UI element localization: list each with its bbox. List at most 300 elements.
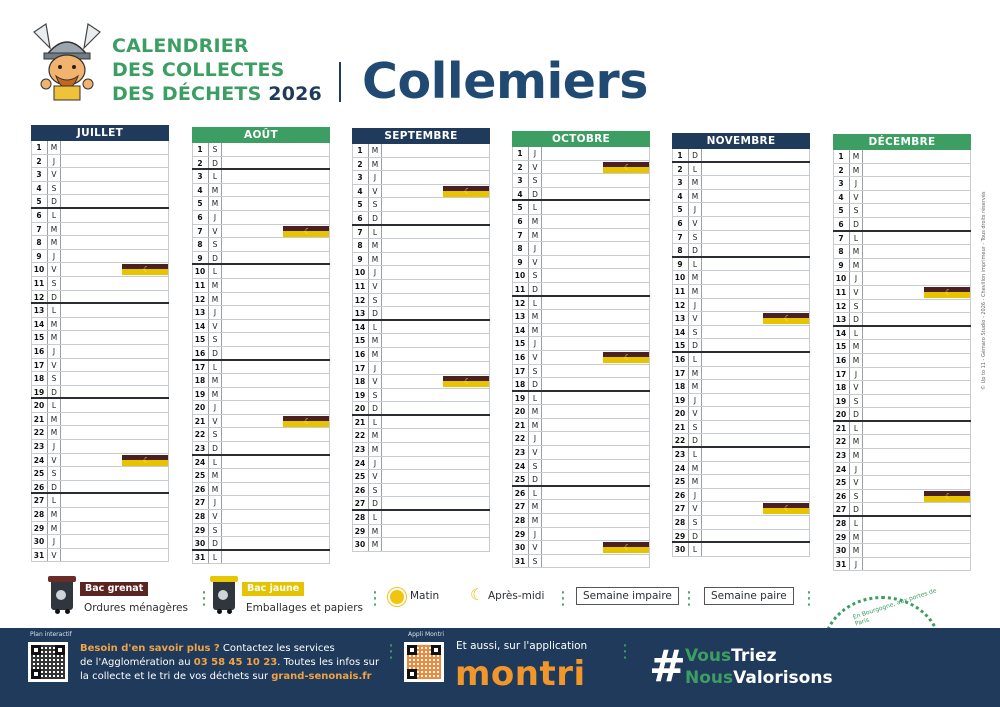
- collection-badge: [122, 264, 168, 275]
- day-row: [833, 191, 971, 205]
- day-number: 7: [352, 226, 369, 239]
- day-row: [672, 149, 810, 163]
- day-letter: V: [48, 454, 61, 467]
- day-letter: D: [48, 195, 61, 207]
- day-number: 14: [833, 327, 850, 340]
- day-row: [31, 250, 169, 264]
- day-number: 10: [352, 266, 369, 279]
- day-number: 15: [352, 334, 369, 347]
- moon-icon: ☾: [945, 491, 953, 501]
- day-letter: M: [529, 405, 542, 418]
- day-row: [672, 434, 810, 448]
- day-letter: D: [850, 218, 863, 230]
- contact-info: [80, 642, 380, 684]
- collection-badge: [443, 376, 489, 387]
- day-letter: M: [48, 236, 61, 249]
- day-number: 18: [352, 375, 369, 388]
- day-row: [512, 310, 650, 324]
- day-row: [833, 340, 971, 354]
- day-row: [192, 469, 330, 483]
- day-letter: S: [689, 231, 702, 244]
- info-text-1: Contactez les services: [219, 643, 335, 654]
- day-row: [833, 503, 971, 517]
- day-row: [672, 489, 810, 503]
- day-number: 30: [352, 538, 369, 551]
- day-number: 4: [192, 184, 209, 197]
- day-letter: S: [689, 516, 702, 529]
- day-letter: S: [529, 174, 542, 187]
- day-letter: M: [850, 544, 863, 557]
- plan-qr-code[interactable]: [28, 642, 68, 682]
- day-row: [833, 408, 971, 422]
- day-letter: V: [48, 263, 61, 276]
- day-letter: M: [850, 449, 863, 462]
- day-letter: L: [850, 517, 863, 530]
- month-header: OCTOBRE: [512, 131, 650, 147]
- day-number: 17: [833, 368, 850, 381]
- day-number: 8: [672, 244, 689, 256]
- even-week-box: Semaine paire: [704, 587, 794, 605]
- day-number: 28: [352, 511, 369, 524]
- day-number: 20: [192, 401, 209, 414]
- day-row: [352, 253, 490, 267]
- day-letter: D: [48, 386, 61, 398]
- month-column: [512, 131, 650, 568]
- day-letter: D: [689, 244, 702, 256]
- grenat-bin-icon: [50, 576, 74, 612]
- day-number: 15: [512, 337, 529, 350]
- day-letter: L: [850, 422, 863, 435]
- day-row: [672, 339, 810, 353]
- day-letter: M: [48, 413, 61, 426]
- day-letter: M: [369, 253, 382, 266]
- grenat-bin-desc: Ordures ménagères: [84, 602, 188, 614]
- day-row: [672, 367, 810, 381]
- info-website-link[interactable]: grand-senonais.fr: [271, 671, 372, 682]
- title-line-2: DES COLLECTES: [112, 59, 285, 81]
- day-number: 3: [672, 176, 689, 189]
- day-number: 11: [833, 286, 850, 299]
- montri-logo[interactable]: montri: [455, 654, 586, 694]
- title-line-1: CALENDRIER: [112, 35, 249, 57]
- day-row: [31, 331, 169, 345]
- day-row: [512, 283, 650, 297]
- day-number: 30: [833, 544, 850, 557]
- day-row: [672, 326, 810, 340]
- day-letter: S: [850, 490, 863, 503]
- hashtag-icon: #: [649, 641, 686, 692]
- day-number: 27: [833, 503, 850, 515]
- day-letter: M: [369, 334, 382, 347]
- day-number: 29: [192, 524, 209, 537]
- month-column: [833, 134, 971, 571]
- day-number: 5: [833, 204, 850, 217]
- day-number: 24: [31, 454, 48, 467]
- day-number: 1: [833, 150, 850, 163]
- day-number: 17: [192, 361, 209, 374]
- day-row: [31, 454, 169, 468]
- day-row: [352, 402, 490, 416]
- day-row: [512, 528, 650, 542]
- moon-icon: ☾: [143, 265, 151, 275]
- morning-label: Matin: [410, 590, 440, 602]
- day-row: [192, 320, 330, 334]
- day-number: 23: [672, 448, 689, 461]
- day-letter: J: [529, 337, 542, 350]
- info-phone[interactable]: 03 58 45 10 23: [193, 657, 278, 668]
- day-letter: L: [850, 327, 863, 340]
- day-letter: S: [369, 294, 382, 307]
- day-row: [192, 170, 330, 184]
- day-letter: L: [48, 304, 61, 317]
- day-letter: M: [689, 462, 702, 475]
- day-letter: L: [209, 170, 222, 183]
- day-letter: M: [209, 388, 222, 401]
- day-letter: J: [850, 463, 863, 476]
- day-letter: M: [850, 164, 863, 177]
- day-row: [672, 475, 810, 489]
- afternoon-label: Après-midi: [488, 590, 545, 602]
- day-number: 2: [512, 161, 529, 174]
- day-row: [31, 413, 169, 427]
- day-row: [512, 460, 650, 474]
- day-number: 24: [672, 462, 689, 475]
- day-row: [31, 467, 169, 481]
- day-row: [833, 218, 971, 232]
- yellow-bin-label: Bac jaune: [242, 582, 304, 596]
- day-number: 22: [672, 434, 689, 446]
- day-number: 14: [512, 324, 529, 337]
- day-row: [31, 345, 169, 359]
- day-letter: S: [48, 467, 61, 480]
- yellow-bin-icon: [212, 576, 236, 612]
- day-letter: V: [48, 168, 61, 181]
- day-number: 18: [672, 380, 689, 393]
- day-number: 13: [672, 312, 689, 325]
- day-number: 19: [512, 392, 529, 405]
- day-number: 23: [512, 446, 529, 459]
- day-number: 16: [352, 348, 369, 361]
- day-row: [192, 265, 330, 279]
- yellow-bin-desc: Emballages et papiers: [246, 602, 364, 614]
- day-row: [31, 372, 169, 386]
- day-number: 24: [352, 457, 369, 470]
- day-letter: M: [209, 483, 222, 496]
- day-row: [672, 530, 810, 544]
- day-letter: V: [48, 359, 61, 372]
- day-number: 12: [833, 300, 850, 313]
- day-row: [352, 212, 490, 226]
- day-letter: V: [369, 375, 382, 388]
- day-number: 15: [833, 340, 850, 353]
- day-number: 8: [192, 238, 209, 251]
- day-row: [352, 266, 490, 280]
- day-row: [192, 496, 330, 510]
- day-row: [192, 333, 330, 347]
- day-row: [512, 378, 650, 392]
- footer: [0, 628, 1000, 707]
- moon-icon: ☾: [624, 543, 632, 553]
- day-number: 14: [31, 318, 48, 331]
- day-row: [672, 462, 810, 476]
- collection-badge: [283, 416, 329, 427]
- title-line-3: [112, 82, 322, 106]
- day-letter: D: [369, 402, 382, 414]
- day-row: [352, 294, 490, 308]
- calendar-title: [112, 34, 322, 106]
- day-number: 31: [192, 551, 209, 564]
- day-number: 30: [512, 541, 529, 554]
- moon-icon: ☾: [464, 377, 472, 387]
- day-letter: D: [529, 188, 542, 200]
- month-header: NOVEMBRE: [672, 133, 810, 149]
- day-letter: L: [689, 163, 702, 176]
- day-row: [192, 483, 330, 497]
- day-letter: L: [850, 232, 863, 245]
- day-row: [352, 416, 490, 430]
- day-number: 30: [31, 535, 48, 548]
- day-letter: D: [529, 473, 542, 485]
- day-row: [31, 182, 169, 196]
- day-letter: M: [48, 426, 61, 439]
- day-row: [352, 511, 490, 525]
- day-row: [512, 215, 650, 229]
- day-number: 17: [31, 359, 48, 372]
- day-row: [833, 164, 971, 178]
- day-number: 13: [833, 313, 850, 325]
- day-row: [833, 435, 971, 449]
- day-letter: L: [369, 321, 382, 334]
- day-letter: V: [850, 286, 863, 299]
- collection-badge: [603, 542, 649, 553]
- day-letter: V: [369, 280, 382, 293]
- moon-icon: ☾: [624, 162, 632, 172]
- day-letter: V: [689, 502, 702, 515]
- day-letter: D: [689, 339, 702, 351]
- day-letter: M: [369, 538, 382, 551]
- day-number: 16: [833, 354, 850, 367]
- day-row: [352, 158, 490, 172]
- day-row: [192, 388, 330, 402]
- day-row: [672, 516, 810, 530]
- day-letter: S: [369, 389, 382, 402]
- title-year: 2026: [268, 83, 322, 105]
- day-row: [192, 524, 330, 538]
- day-letter: V: [209, 225, 222, 238]
- day-letter: L: [689, 353, 702, 366]
- day-number: 20: [352, 402, 369, 414]
- day-letter: D: [209, 537, 222, 549]
- day-number: 29: [672, 530, 689, 542]
- day-letter: J: [369, 457, 382, 470]
- day-letter: M: [48, 318, 61, 331]
- day-letter: S: [369, 484, 382, 497]
- day-row: [31, 535, 169, 549]
- moon-icon: ☾: [470, 585, 485, 604]
- day-letter: J: [209, 211, 222, 224]
- day-row: [512, 256, 650, 270]
- day-row: [31, 440, 169, 454]
- day-letter: S: [529, 555, 542, 568]
- day-number: 17: [352, 362, 369, 375]
- day-row: [31, 277, 169, 291]
- day-number: 8: [833, 245, 850, 258]
- day-number: 26: [512, 487, 529, 500]
- day-row: [672, 421, 810, 435]
- day-number: 22: [31, 426, 48, 439]
- day-number: 16: [192, 347, 209, 359]
- day-row: [672, 394, 810, 408]
- day-number: 26: [192, 483, 209, 496]
- city-name: Collemiers: [362, 53, 648, 110]
- day-row: [833, 286, 971, 300]
- day-number: 2: [192, 157, 209, 169]
- day-letter: D: [369, 497, 382, 509]
- day-row: [512, 473, 650, 487]
- day-letter: M: [48, 508, 61, 521]
- day-row: [352, 457, 490, 471]
- day-number: 5: [512, 201, 529, 214]
- day-number: 20: [512, 405, 529, 418]
- day-row: [833, 449, 971, 463]
- day-row: [31, 359, 169, 373]
- day-letter: D: [529, 378, 542, 390]
- day-number: 18: [31, 372, 48, 385]
- day-row: [192, 537, 330, 551]
- collection-badge: [443, 186, 489, 197]
- day-number: 19: [833, 395, 850, 408]
- day-row: [833, 368, 971, 382]
- collection-badge: [283, 226, 329, 237]
- day-number: 1: [672, 149, 689, 161]
- day-number: 3: [352, 171, 369, 184]
- day-number: 13: [352, 307, 369, 319]
- day-letter: M: [529, 310, 542, 323]
- day-number: 30: [192, 537, 209, 549]
- title-divider: [339, 62, 341, 102]
- day-letter: S: [209, 238, 222, 251]
- day-letter: J: [689, 489, 702, 502]
- day-row: [352, 497, 490, 511]
- day-row: [192, 510, 330, 524]
- day-letter: L: [48, 494, 61, 507]
- day-letter: M: [689, 380, 702, 393]
- day-row: [192, 211, 330, 225]
- day-row: [512, 174, 650, 188]
- day-letter: L: [529, 487, 542, 500]
- moon-icon: ☾: [624, 352, 632, 362]
- day-letter: M: [48, 141, 61, 154]
- day-row: [352, 321, 490, 335]
- day-number: 22: [352, 429, 369, 442]
- day-row: [352, 484, 490, 498]
- day-letter: S: [850, 204, 863, 217]
- day-number: 4: [352, 185, 369, 198]
- day-number: 15: [31, 331, 48, 344]
- day-letter: L: [529, 392, 542, 405]
- day-letter: M: [369, 144, 382, 157]
- day-number: 14: [672, 326, 689, 339]
- day-row: [833, 150, 971, 164]
- day-letter: S: [850, 395, 863, 408]
- day-number: 2: [31, 155, 48, 168]
- day-number: 28: [833, 517, 850, 530]
- day-letter: M: [850, 354, 863, 367]
- day-letter: V: [209, 320, 222, 333]
- slogan-line-1: [685, 646, 777, 666]
- day-number: 24: [192, 456, 209, 469]
- day-number: 2: [833, 164, 850, 177]
- day-row: [352, 185, 490, 199]
- day-number: 14: [192, 320, 209, 333]
- day-row: [833, 245, 971, 259]
- day-number: 9: [512, 256, 529, 269]
- day-row: [512, 297, 650, 311]
- day-letter: D: [48, 481, 61, 493]
- day-number: 28: [31, 508, 48, 521]
- day-letter: L: [369, 511, 382, 524]
- day-number: 11: [192, 279, 209, 292]
- day-number: 25: [512, 473, 529, 485]
- day-row: [833, 381, 971, 395]
- day-letter: J: [529, 147, 542, 160]
- day-letter: M: [369, 443, 382, 456]
- day-letter: S: [689, 326, 702, 339]
- day-number: 5: [31, 195, 48, 207]
- legend-separator: ⋮: [680, 588, 698, 609]
- day-letter: S: [689, 421, 702, 434]
- day-row: [192, 238, 330, 252]
- day-row: [192, 306, 330, 320]
- info-question: Besoin d'en savoir plus ?: [80, 643, 220, 654]
- montri-qr-code[interactable]: [404, 642, 444, 682]
- day-row: [192, 184, 330, 198]
- day-number: 29: [833, 531, 850, 544]
- day-number: 9: [31, 250, 48, 263]
- day-row: [833, 300, 971, 314]
- day-number: 9: [672, 258, 689, 271]
- day-row: [512, 432, 650, 446]
- day-number: 17: [512, 365, 529, 378]
- day-row: [352, 470, 490, 484]
- collection-badge: [924, 287, 970, 298]
- day-number: 25: [672, 475, 689, 488]
- day-number: 23: [31, 440, 48, 453]
- day-letter: S: [850, 300, 863, 313]
- day-number: 31: [512, 555, 529, 568]
- day-letter: D: [48, 291, 61, 303]
- day-row: [31, 209, 169, 223]
- day-number: 11: [352, 280, 369, 293]
- day-number: 21: [672, 421, 689, 434]
- day-row: [31, 223, 169, 237]
- day-letter: J: [850, 558, 863, 571]
- month-column: [31, 125, 169, 562]
- day-row: [833, 517, 971, 531]
- month-header: SEPTEMBRE: [352, 128, 490, 144]
- day-number: 16: [31, 345, 48, 358]
- legend-separator: ⋮: [366, 588, 384, 609]
- day-number: 28: [672, 516, 689, 529]
- month-column: [672, 133, 810, 557]
- day-row: [192, 361, 330, 375]
- day-number: 9: [833, 259, 850, 272]
- legend-separator: ⋮: [554, 588, 572, 609]
- day-letter: J: [369, 266, 382, 279]
- day-letter: S: [369, 198, 382, 211]
- day-letter: J: [209, 306, 222, 319]
- copyright-note: © Up to 11 - Gémaro Studio - 2026 - Chevillon imprimeur - Tous droits réservés: [981, 191, 987, 390]
